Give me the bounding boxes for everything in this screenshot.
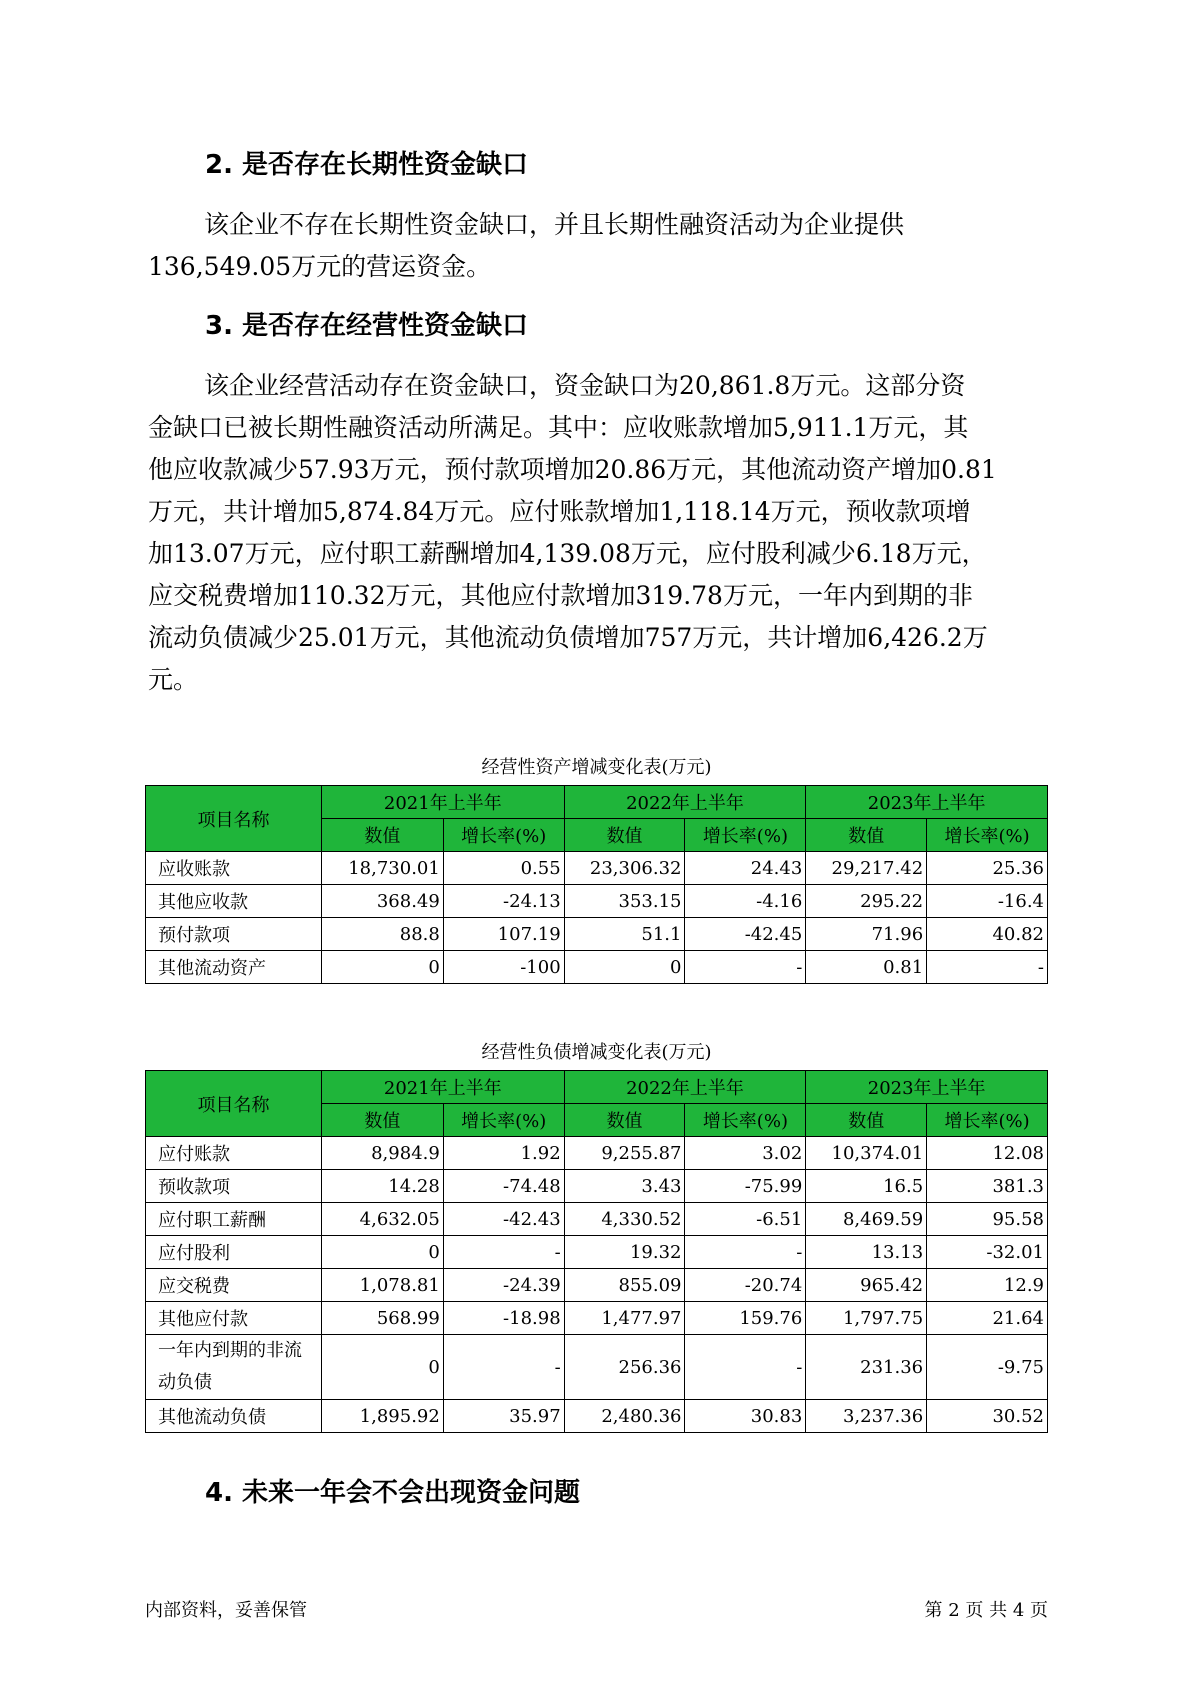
value-cell: 19.32 [564, 1236, 685, 1269]
value-cell: 2,480.36 [564, 1400, 685, 1433]
row-item-name: 应付账款 [146, 1137, 322, 1170]
paragraph-line: 应交税费增加110.32万元，其他应付款增加319.78万元，一年内到期的非 [148, 581, 973, 610]
value-cell: 4,632.05 [321, 1203, 443, 1236]
growth-rate-cell: 3.02 [685, 1137, 806, 1170]
value-cell: 0.81 [806, 951, 927, 984]
row-item-name: 应收账款 [146, 852, 322, 885]
value-cell: 51.1 [564, 918, 685, 951]
value-cell: 368.49 [321, 885, 443, 918]
value-subheader: 数值 [806, 819, 927, 852]
value-subheader: 数值 [806, 1104, 927, 1137]
row-item-name: 应付职工薪酬 [146, 1203, 322, 1236]
value-cell: 1,797.75 [806, 1302, 927, 1335]
growth-rate-cell: 40.82 [927, 918, 1048, 951]
period-header: 2021年上半年 [321, 1071, 564, 1104]
growth-rate-cell: -42.45 [685, 918, 806, 951]
value-cell: 8,469.59 [806, 1203, 927, 1236]
growth-rate-cell: -75.99 [685, 1170, 806, 1203]
footer-page-number: 第 2 页 共 4 页 [924, 1600, 1048, 1621]
value-cell: 0 [321, 1236, 443, 1269]
value-subheader: 数值 [321, 1104, 443, 1137]
table-body [146, 852, 1048, 984]
paragraph-line: 该企业不存在长期性资金缺口，并且长期性融资活动为企业提供 [204, 210, 905, 239]
value-cell: 29,217.42 [806, 852, 927, 885]
item-name-header: 项目名称 [146, 1071, 322, 1137]
growth-rate-cell: -100 [443, 951, 564, 984]
liability-table-caption: 经营性负债增减变化表(万元) [481, 1042, 712, 1063]
value-cell: 231.36 [806, 1335, 927, 1400]
table-row [146, 852, 1048, 885]
table-row [146, 885, 1048, 918]
section-3-heading: 3. 是否存在经营性资金缺口 [205, 311, 529, 341]
section-2-heading: 2. 是否存在长期性资金缺口 [205, 150, 529, 180]
value-cell: 3,237.36 [806, 1400, 927, 1433]
table-row [146, 1335, 1048, 1400]
table-row [146, 1170, 1048, 1203]
growth-rate-cell: 159.76 [685, 1302, 806, 1335]
value-cell: 0 [564, 951, 685, 984]
table-body [146, 1137, 1048, 1433]
growth-rate-cell: -24.13 [443, 885, 564, 918]
value-cell: 3.43 [564, 1170, 685, 1203]
paragraph-line: 金缺口已被长期性融资活动所满足。其中：应收账款增加5,911.1万元，其 [148, 413, 969, 442]
growth-subheader: 增长率(%) [443, 819, 564, 852]
row-item-name-line: 一年内到期的非流 [158, 1340, 302, 1361]
period-header: 2023年上半年 [806, 1071, 1048, 1104]
value-cell: 13.13 [806, 1236, 927, 1269]
growth-subheader: 增长率(%) [443, 1104, 564, 1137]
value-cell: 1,895.92 [321, 1400, 443, 1433]
value-cell: 9,255.87 [564, 1137, 685, 1170]
liability-change-table [145, 1070, 1048, 1433]
growth-rate-cell: 25.36 [927, 852, 1048, 885]
row-item-name: 预收款项 [146, 1170, 322, 1203]
period-header: 2022年上半年 [564, 786, 806, 819]
growth-rate-cell: - [443, 1236, 564, 1269]
growth-rate-cell: 1.92 [443, 1137, 564, 1170]
growth-rate-cell: 381.3 [927, 1170, 1048, 1203]
growth-subheader: 增长率(%) [927, 819, 1048, 852]
value-subheader: 数值 [564, 1104, 685, 1137]
value-cell: 1,078.81 [321, 1269, 443, 1302]
paragraph-line: 136,549.05万元的营运资金。 [148, 252, 492, 281]
row-item-name: 其他流动负债 [146, 1400, 322, 1433]
value-cell: 16.5 [806, 1170, 927, 1203]
growth-rate-cell: - [927, 951, 1048, 984]
growth-rate-cell: 21.64 [927, 1302, 1048, 1335]
growth-rate-cell: -20.74 [685, 1269, 806, 1302]
value-cell: 855.09 [564, 1269, 685, 1302]
row-item-name: 其他流动资产 [146, 951, 322, 984]
section-2-paragraph [148, 204, 1046, 288]
value-cell: 23,306.32 [564, 852, 685, 885]
value-cell: 8,984.9 [321, 1137, 443, 1170]
growth-rate-cell: -4.16 [685, 885, 806, 918]
growth-rate-cell: 95.58 [927, 1203, 1048, 1236]
value-cell: 295.22 [806, 885, 927, 918]
row-item-name: 其他应付款 [146, 1302, 322, 1335]
value-cell: 10,374.01 [806, 1137, 927, 1170]
value-cell: 256.36 [564, 1335, 685, 1400]
table-row [146, 1137, 1048, 1170]
growth-rate-cell: -6.51 [685, 1203, 806, 1236]
growth-rate-cell: -16.4 [927, 885, 1048, 918]
paragraph-line: 他应收款减少57.93万元，预付款项增加20.86万元，其他流动资产增加0.81 [148, 455, 997, 484]
asset-change-table [145, 785, 1048, 984]
period-header: 2023年上半年 [806, 786, 1048, 819]
value-cell: 0 [321, 951, 443, 984]
growth-rate-cell: 107.19 [443, 918, 564, 951]
growth-rate-cell: -18.98 [443, 1302, 564, 1335]
period-header: 2021年上半年 [321, 786, 564, 819]
growth-rate-cell: 24.43 [685, 852, 806, 885]
row-item-name: 其他应收款 [146, 885, 322, 918]
value-cell: 14.28 [321, 1170, 443, 1203]
value-cell: 4,330.52 [564, 1203, 685, 1236]
table-row [146, 1269, 1048, 1302]
footer-confidential-note: 内部资料，妥善保管 [145, 1600, 307, 1621]
value-cell: 1,477.97 [564, 1302, 685, 1335]
table-row [146, 1302, 1048, 1335]
growth-rate-cell: - [443, 1335, 564, 1400]
item-name-header: 项目名称 [146, 786, 322, 852]
table-row [146, 918, 1048, 951]
row-item-name [146, 1335, 322, 1400]
paragraph-line: 流动负债减少25.01万元，其他流动负债增加757万元，共计增加6,426.2万 [148, 623, 988, 652]
paragraph-line: 万元，共计增加5,874.84万元。应付账款增加1,118.14万元，预收款项增 [148, 497, 971, 526]
growth-rate-cell: 12.9 [927, 1269, 1048, 1302]
growth-subheader: 增长率(%) [685, 1104, 806, 1137]
value-cell: 965.42 [806, 1269, 927, 1302]
period-header: 2022年上半年 [564, 1071, 806, 1104]
value-cell: 568.99 [321, 1302, 443, 1335]
row-item-name: 应交税费 [146, 1269, 322, 1302]
growth-rate-cell: -74.48 [443, 1170, 564, 1203]
row-item-name: 应付股利 [146, 1236, 322, 1269]
value-subheader: 数值 [564, 819, 685, 852]
section-4-heading: 4. 未来一年会不会出现资金问题 [205, 1478, 581, 1508]
growth-rate-cell: 30.52 [927, 1400, 1048, 1433]
value-cell: 88.8 [321, 918, 443, 951]
table-row [146, 1236, 1048, 1269]
value-cell: 353.15 [564, 885, 685, 918]
value-cell: 0 [321, 1335, 443, 1400]
table-row [146, 951, 1048, 984]
growth-rate-cell: -42.43 [443, 1203, 564, 1236]
paragraph-line: 该企业经营活动存在资金缺口，资金缺口为20,861.8万元。这部分资 [204, 371, 966, 400]
growth-rate-cell: 12.08 [927, 1137, 1048, 1170]
section-3-paragraph [148, 365, 1046, 701]
value-subheader: 数值 [321, 819, 443, 852]
growth-subheader: 增长率(%) [927, 1104, 1048, 1137]
growth-rate-cell: 35.97 [443, 1400, 564, 1433]
growth-rate-cell: -24.39 [443, 1269, 564, 1302]
value-cell: 18,730.01 [321, 852, 443, 885]
growth-rate-cell: - [685, 1236, 806, 1269]
table-row [146, 1203, 1048, 1236]
growth-subheader: 增长率(%) [685, 819, 806, 852]
growth-rate-cell: 30.83 [685, 1400, 806, 1433]
growth-rate-cell: - [685, 1335, 806, 1400]
row-item-name: 预付款项 [146, 918, 322, 951]
growth-rate-cell: -9.75 [927, 1335, 1048, 1400]
growth-rate-cell: -32.01 [927, 1236, 1048, 1269]
value-cell: 71.96 [806, 918, 927, 951]
paragraph-line: 加13.07万元，应付职工薪酬增加4,139.08万元，应付股利减少6.18万元， [148, 539, 987, 568]
paragraph-line: 元。 [148, 665, 199, 694]
table-row [146, 1400, 1048, 1433]
growth-rate-cell: - [685, 951, 806, 984]
growth-rate-cell: 0.55 [443, 852, 564, 885]
row-item-name-line: 动负债 [158, 1372, 212, 1393]
asset-table-caption: 经营性资产增减变化表(万元) [481, 757, 712, 778]
